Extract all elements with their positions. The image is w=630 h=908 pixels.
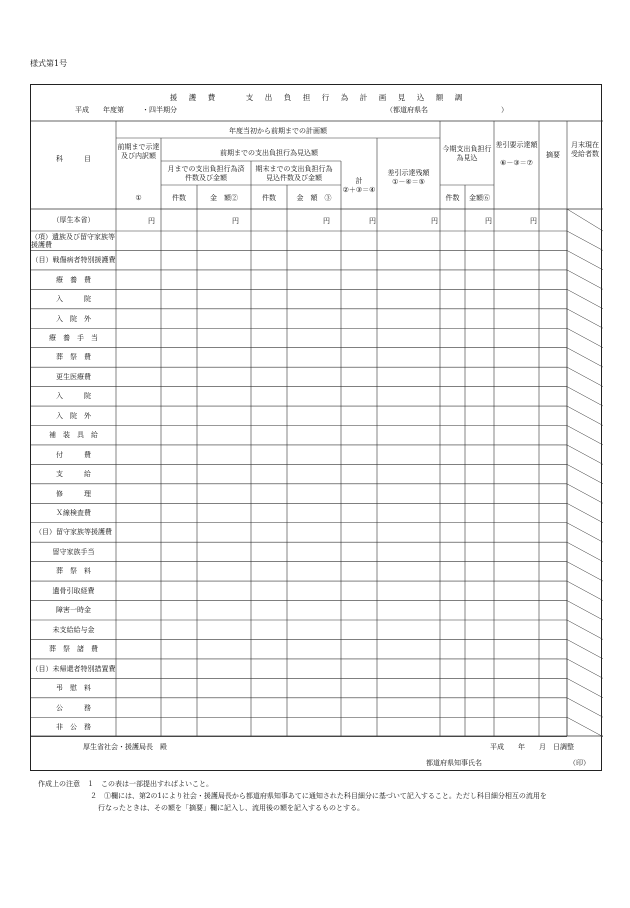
header-amount6: 金額⑥ bbox=[469, 194, 490, 202]
grid-line bbox=[567, 639, 603, 658]
grid-line bbox=[567, 562, 603, 581]
row-label: （目）留守家族等援護費 bbox=[35, 528, 112, 537]
row-label: 障害一時金 bbox=[56, 606, 91, 615]
grid-line bbox=[567, 659, 603, 678]
row-label: 更生医療費 bbox=[56, 372, 91, 381]
grid-line bbox=[567, 445, 603, 464]
unit-yen-7: 円 bbox=[530, 217, 537, 225]
grid-line bbox=[567, 484, 603, 503]
grid-line bbox=[567, 601, 603, 620]
grid-line bbox=[567, 406, 603, 425]
row-label: 入 院 外 bbox=[56, 411, 91, 420]
form-number: 様式第1号 bbox=[30, 59, 68, 68]
row-label: 葬 祭 諸 費 bbox=[49, 645, 98, 654]
row-label: 非 公 務 bbox=[56, 722, 91, 731]
row-label: 療 養 手 当 bbox=[49, 333, 98, 342]
grid-line bbox=[567, 523, 603, 542]
row-label: （厚生本省） bbox=[52, 216, 95, 224]
quarter-label: ・四半期分 bbox=[142, 106, 177, 114]
header-count-2: 件数 bbox=[262, 194, 276, 202]
row-label: 遺骨引取経費 bbox=[52, 586, 95, 595]
row-label: 付 費 bbox=[56, 450, 91, 459]
row-label: 入 院 外 bbox=[56, 314, 91, 323]
grid-line bbox=[567, 289, 603, 308]
header-total: 計 bbox=[355, 177, 363, 185]
header-diff-balance-formula: ①－④＝⑤ bbox=[392, 178, 425, 186]
unit-yen-1: 円 bbox=[148, 217, 155, 225]
note-line-1: 作成上の注意 １ この表は一部提出すればよいこと。 bbox=[38, 780, 213, 788]
row-label: 葬 祭 料 bbox=[56, 567, 91, 576]
header-diff-request-formula: ⑥－③＝⑦ bbox=[500, 159, 533, 167]
row-label: 留守家族手当 bbox=[52, 547, 95, 556]
note-line-2: ２ ①欄には、第2の1により社会・援護局長から都道府県知事あてに通知された科目細分に基づいて記入すること。ただし科目細分相互の流用を bbox=[90, 792, 547, 800]
unit-yen-4: 円 bbox=[369, 217, 376, 225]
grid-line bbox=[567, 387, 603, 406]
row-label: 支 給 bbox=[56, 470, 91, 479]
row-label: 葬 祭 費 bbox=[56, 353, 91, 362]
form-title: 援 護 費 支 出 負 担 行 為 計 画 見 込 額 調 bbox=[169, 93, 465, 102]
unit-yen-2: 円 bbox=[232, 217, 239, 225]
grid-line bbox=[567, 231, 603, 250]
grid-line bbox=[567, 426, 603, 445]
note-line-3: 行なったときは、その額を「摘要」欄に記入し、流用後の額を記入するものとする。 bbox=[98, 804, 364, 812]
prefecture-label: （都道府県名 bbox=[386, 106, 428, 114]
header-col1: 前期まで示達及び内訳額 bbox=[117, 143, 160, 160]
governor-name-label: 都道府県知事氏名 bbox=[426, 759, 482, 767]
row-label: （目）戦傷病者特別援護費 bbox=[31, 256, 116, 265]
seal-mark: （印） bbox=[569, 759, 590, 767]
grid-line bbox=[567, 717, 603, 736]
row-label: 入 院 bbox=[56, 295, 91, 304]
header-diff-request: 差引要示達額 bbox=[495, 141, 538, 149]
row-label: （目）未帰還者特別措置費 bbox=[31, 664, 116, 673]
grid-line bbox=[567, 309, 603, 328]
header-month-end: 月末現在受給者数 bbox=[571, 141, 599, 158]
grid-line bbox=[567, 250, 603, 269]
header-current-group: 今期支出負担行為見込 bbox=[442, 145, 492, 162]
row-label: 補 装 具 給 bbox=[49, 431, 98, 440]
header-kamoku: 科 目 bbox=[56, 155, 91, 163]
grid-line bbox=[567, 367, 603, 386]
row-label: 療 養 費 bbox=[56, 275, 91, 284]
header-expected-group: 前期までの支出負担行為見込額 bbox=[220, 149, 318, 157]
row-label: Ｘ線検査費 bbox=[56, 509, 91, 518]
grid-line bbox=[567, 328, 603, 347]
grid-line bbox=[567, 503, 603, 522]
form-frame bbox=[30, 84, 602, 771]
unit-yen-5: 円 bbox=[431, 217, 438, 225]
grid-line bbox=[567, 542, 603, 561]
fiscal-year-label: 平成 年度第 bbox=[75, 106, 124, 114]
row-label: 弔 慰 料 bbox=[56, 684, 91, 693]
header-count-3: 件数 bbox=[445, 194, 460, 202]
header-amount2: 金 額② bbox=[210, 194, 238, 202]
prefecture-close: ） bbox=[501, 106, 508, 114]
header-total-formula: ②＋③＝④ bbox=[342, 186, 376, 194]
row-label: 公 務 bbox=[56, 703, 91, 712]
grid-line bbox=[567, 678, 603, 697]
header-period-end: 期末までの支出負担行為見込件数及び金額 bbox=[255, 165, 333, 182]
grid-line bbox=[567, 698, 603, 717]
row-label: （項）遺族及び留守家族等援護費 bbox=[31, 232, 115, 249]
grid-line bbox=[567, 209, 603, 231]
grid-line bbox=[567, 620, 603, 639]
header-count-1: 件数 bbox=[172, 194, 186, 202]
prepared-date: 平成 年 月 日調整 bbox=[490, 743, 574, 751]
header-monthly: 月までの支出負担行為済件数及び金額 bbox=[167, 165, 245, 182]
grid-line bbox=[567, 270, 603, 289]
notes bbox=[38, 778, 547, 814]
grid-line bbox=[567, 348, 603, 367]
header-plan-group: 年度当初から前期までの計画額 bbox=[229, 127, 327, 135]
row-label: 修 理 bbox=[56, 489, 91, 498]
grid-line bbox=[567, 464, 603, 483]
header-diff-balance: 差引示達残額 bbox=[387, 169, 430, 177]
grid-line bbox=[567, 581, 603, 600]
header-amount3: 金 額 ③ bbox=[296, 194, 332, 202]
addressee: 厚生省社会・援護局長 殿 bbox=[83, 743, 167, 751]
unit-yen-3: 円 bbox=[323, 217, 330, 225]
row-label: 未支給給与金 bbox=[52, 625, 95, 634]
table-grid-lines bbox=[31, 85, 603, 772]
unit-yen-6: 円 bbox=[485, 217, 492, 225]
header-remarks: 摘要 bbox=[546, 151, 560, 159]
row-label: 入 院 bbox=[56, 392, 91, 401]
header-col1-mark: ① bbox=[135, 194, 142, 202]
